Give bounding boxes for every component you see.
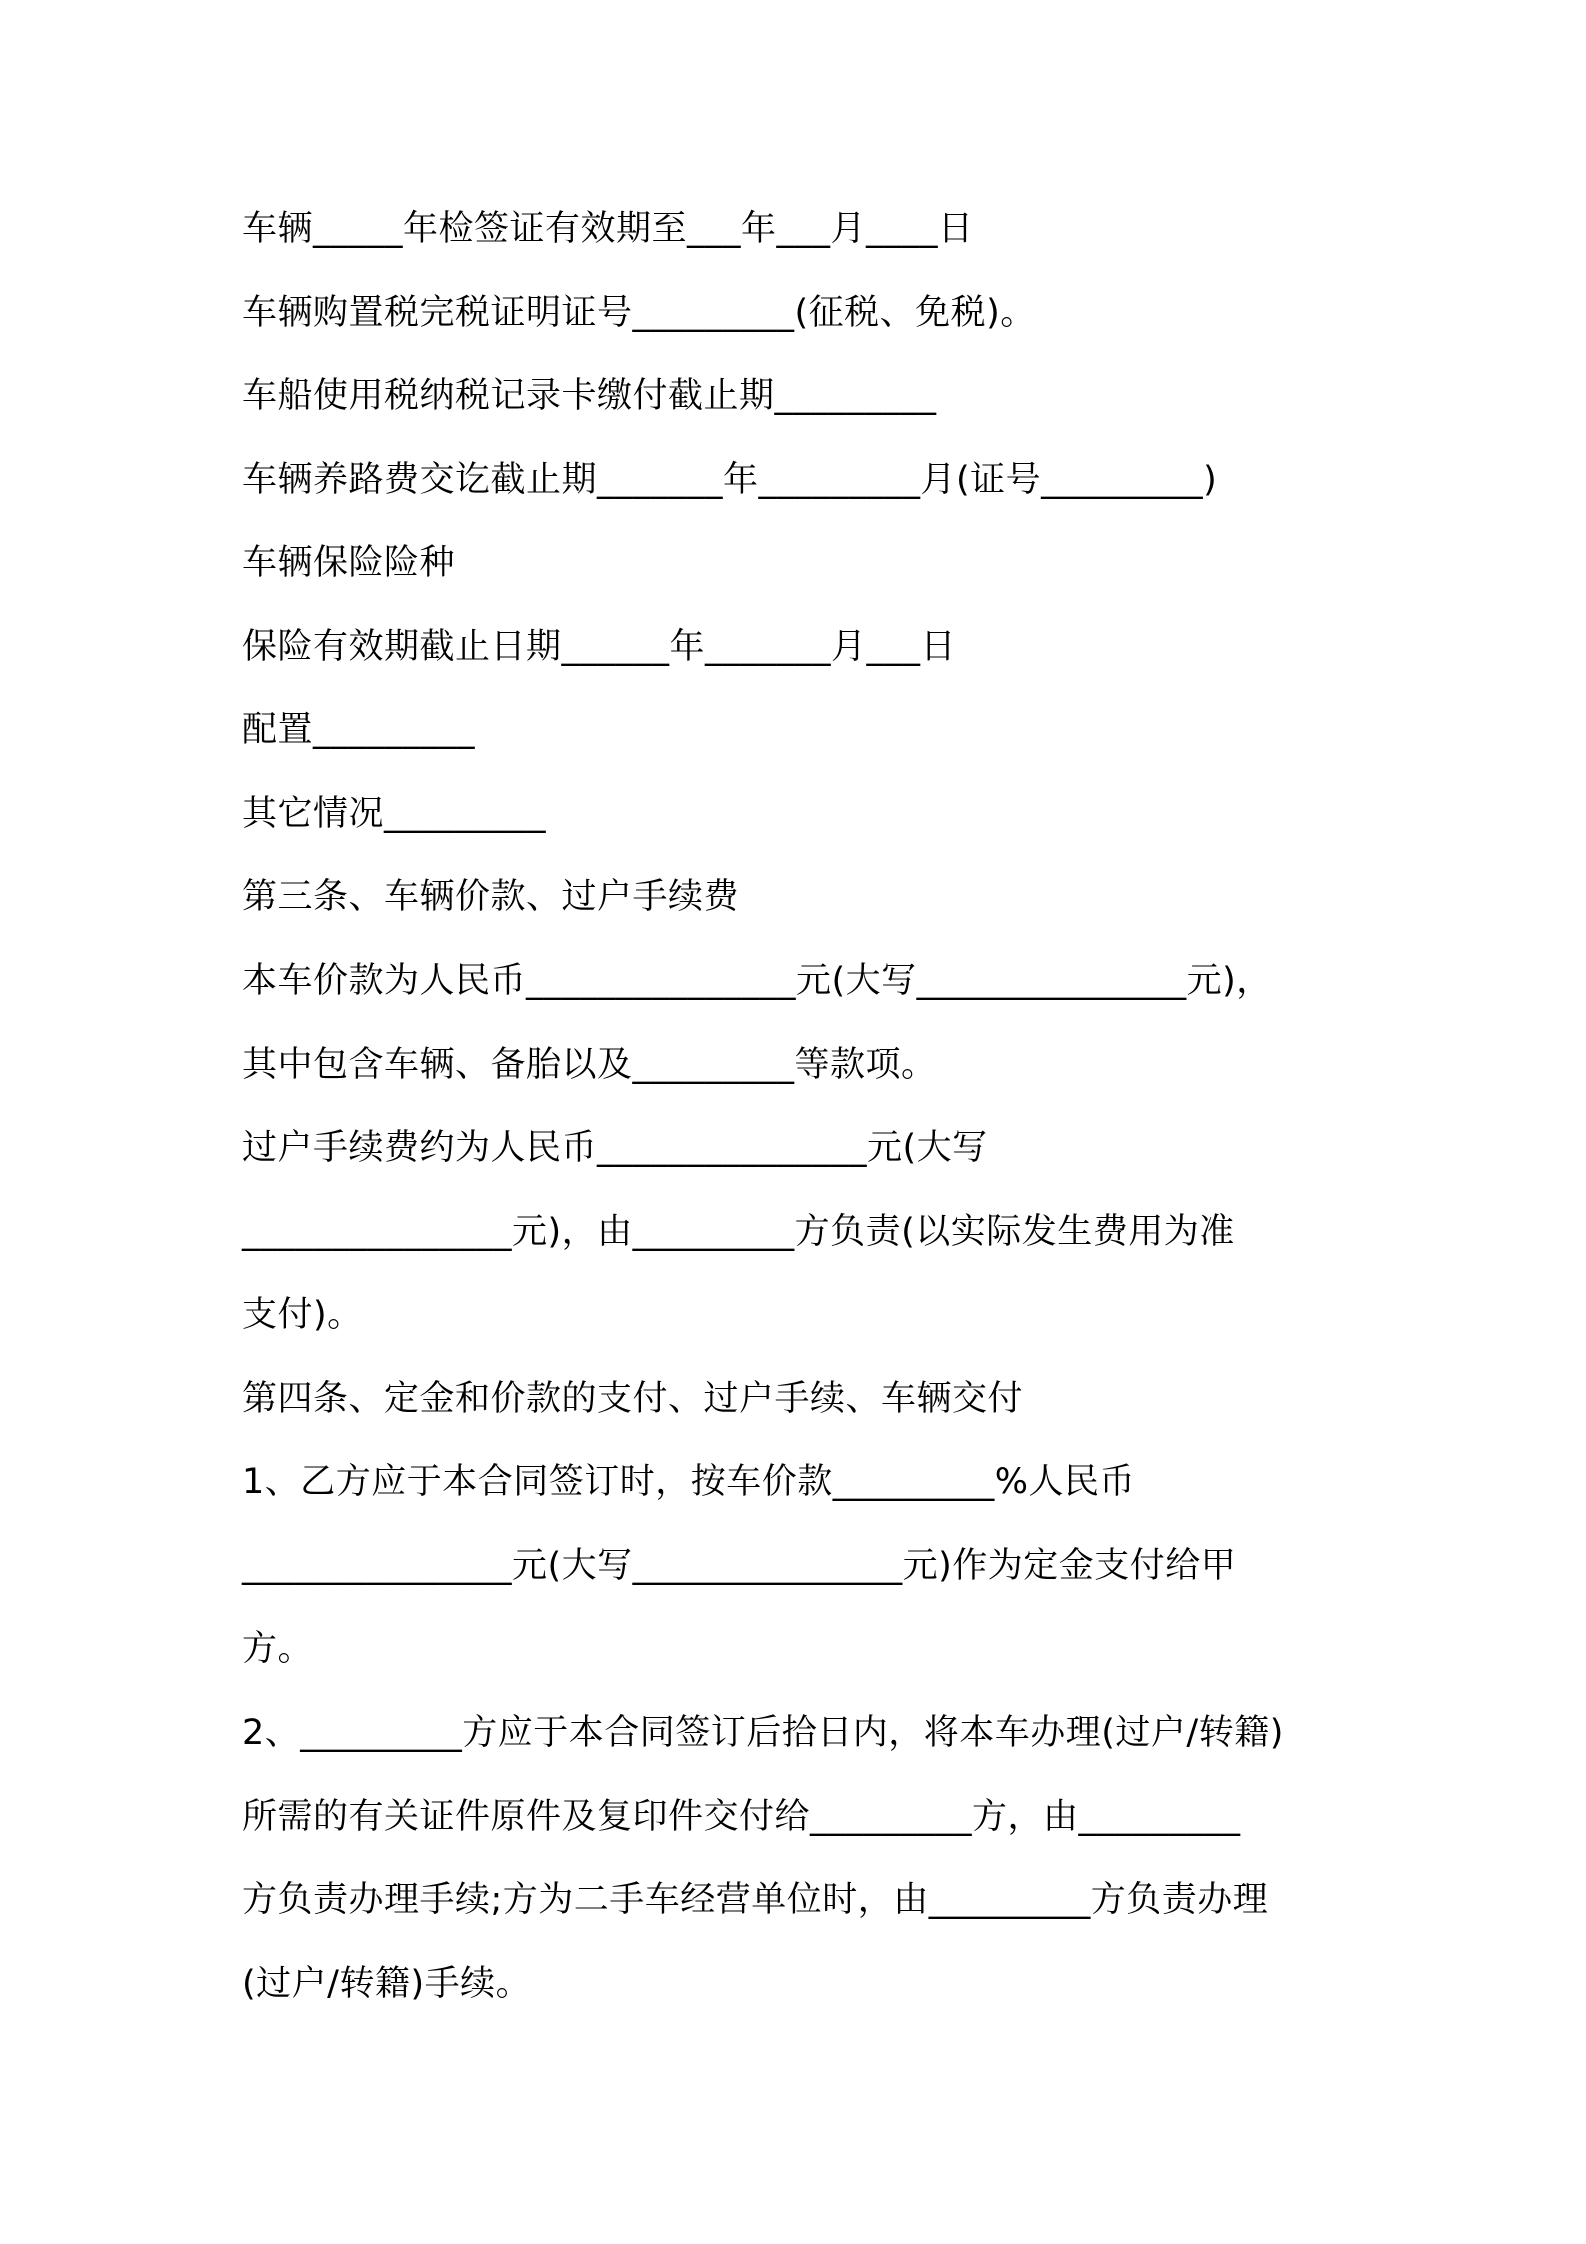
clause-2-line-3: 方负责办理手续;方为二手车经营单位时，由_________方负责办理: [242, 1880, 1269, 1920]
road-fee-line: 车辆养路费交讫截止期_______年_________月(证号_________): [242, 460, 1218, 500]
clause-1-line-3: 方。: [242, 1629, 314, 1669]
other-info-line: 其它情况_________: [242, 794, 547, 834]
article-four-heading: 第四条、定金和价款的支付、过户手续、车辆交付: [242, 1379, 1024, 1419]
configuration-line: 配置_________: [242, 710, 476, 750]
price-includes-line: 其中包含车辆、备胎以及_________等款项。: [242, 1045, 937, 1085]
transfer-fee-line-3: 支付)。: [242, 1295, 363, 1335]
clause-2-line-2: 所需的有关证件原件及复印件交付给_________方，由_________: [242, 1797, 1241, 1837]
insurance-type-line: 车辆保险险种: [242, 543, 456, 583]
clause-1-line-2: _______________元(大写_______________元)作为定金支付给甲: [242, 1546, 1237, 1586]
purchase-tax-line: 车辆购置税完税证明证号_________(征税、免税)。: [242, 293, 1036, 333]
clause-2-line-4: (过户/转籍)手续。: [242, 1964, 532, 2004]
price-line: 本车价款为人民币_______________元(大写_______________元)，: [242, 961, 1272, 1001]
transfer-fee-line: 过户手续费约为人民币_______________元(大写: [242, 1128, 988, 1168]
transfer-fee-line-2: _______________元)，由_________方负责(以实际发生费用为准: [242, 1212, 1235, 1252]
insurance-validity-line: 保险有效期截止日期______年_______月___日: [242, 627, 957, 667]
article-three-heading: 第三条、车辆价款、过户手续费: [242, 877, 740, 917]
inspection-validity-line: 车辆_____年检签证有效期至___年___月____日: [242, 209, 974, 249]
clause-1-line: 1、乙方应于本合同签订时，按车价款_________%人民币: [242, 1462, 1136, 1502]
clause-2-line: 2、_________方应于本合同签订后拾日内，将本车办理(过户/转籍): [242, 1713, 1284, 1753]
vehicle-tax-line: 车船使用税纳税记录卡缴付截止期_________: [242, 376, 937, 416]
